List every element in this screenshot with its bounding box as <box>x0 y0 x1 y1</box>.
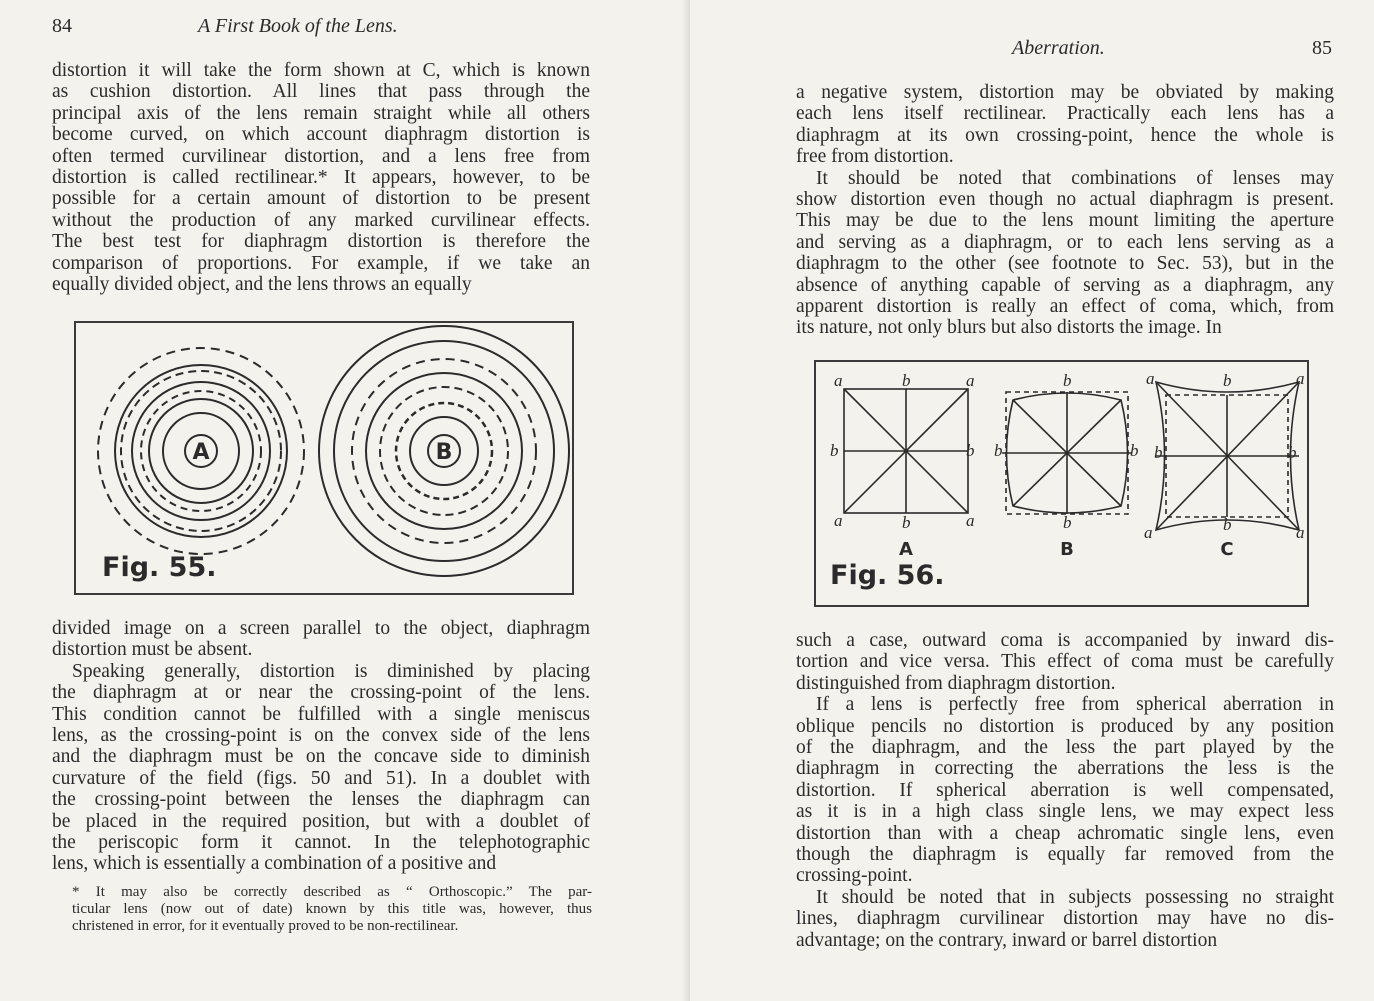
text-line: though the diaphragm is equally far removed from the <box>796 844 1334 866</box>
text-line: oblique pencils no distortion is produced by any position <box>796 715 1334 737</box>
mid-letter: b <box>902 513 911 532</box>
paragraph <box>52 618 590 875</box>
text-line: and serving as a diaphragm, or to each lens serving as a <box>796 231 1334 253</box>
mid-letter: b <box>830 441 839 460</box>
text-line: diaphragm to the other (see footnote to Sec. 53), but in the <box>796 253 1334 275</box>
text-line: The best test for diaphragm distortion is therefore the <box>52 231 590 253</box>
mid-letter: b <box>902 371 911 390</box>
text-line: apparent distortion is really an effect of coma, which, from <box>796 296 1334 318</box>
corner-letter: a <box>834 511 843 530</box>
text-line: the crossing-point between the lenses the diaphragm can <box>52 789 590 811</box>
figure-55-diagram <box>76 323 572 593</box>
text-line: possible for a certain amount of distortion to be present <box>52 188 590 210</box>
text-line: tortion and vice versa. This effect of coma must be carefully <box>796 651 1334 673</box>
mid-letter: b <box>1063 371 1072 390</box>
text-line: equally divided object, and the lens throws an equally <box>52 274 472 296</box>
text-line: comparison of proportions. For example, if we take an <box>52 252 590 274</box>
mid-letter: b <box>1288 443 1297 462</box>
corner-letter: a <box>1146 369 1155 388</box>
figure-55 <box>74 321 574 595</box>
figure-56-diagram <box>816 362 1307 605</box>
text-line: It should be noted that in subjects possessing no straight <box>816 886 1334 908</box>
figure-label: Fig. 56. <box>830 560 945 591</box>
footnote-line: * It may also be correctly described as “ Orthoscopic.” The par- <box>72 884 592 900</box>
text-line: diaphragm at its own crossing-point, hence the whole is <box>796 124 1334 146</box>
paragraph <box>52 60 590 295</box>
mid-letter: b <box>966 441 975 460</box>
text-line: diaphragm in correcting the aberrations the less is the <box>796 758 1334 780</box>
mid-letter: b <box>1223 371 1232 390</box>
text-line: distortion it will take the form shown at C, which is known <box>52 60 590 81</box>
text-line: without the production of any marked curvilinear effects. <box>52 209 590 231</box>
text-line: as cushion distortion. All lines that pass through the <box>52 81 590 103</box>
figure-label: Fig. 55. <box>102 552 217 583</box>
panel-label-b: B <box>1060 539 1074 560</box>
mid-letter: b <box>1223 515 1232 534</box>
text-line: free from distortion. <box>796 146 954 168</box>
text-line: lens, as the crossing-point is on the convex side of the lens <box>52 725 590 747</box>
text-line: This condition cannot be fulfilled with a single meniscus <box>52 703 590 725</box>
figure-56 <box>814 360 1309 607</box>
mid-letter: b <box>1154 443 1163 462</box>
text-line: principal axis of the lens remain straight while all others <box>52 102 590 124</box>
panel-label-c: C <box>1220 539 1234 560</box>
corner-letter: a <box>1296 523 1305 542</box>
text-line: the periscopic form it cannot. In the telephotographic <box>52 832 590 854</box>
panel-label-a: A <box>899 539 913 560</box>
text-line: advantage; on the contrary, inward or barrel distortion <box>796 929 1218 951</box>
mid-letter: b <box>1130 441 1139 460</box>
text-line: become curved, on which account diaphragm distortion is <box>52 124 590 146</box>
footnote <box>72 884 592 935</box>
right-page <box>690 0 1374 1001</box>
text-line: crossing-point. <box>796 865 913 887</box>
paragraph <box>796 630 1334 951</box>
text-line: a negative system, distortion may be obviated by making <box>796 82 1334 103</box>
footnote-line: christened in error, for it eventually proved to be non-rectilinear. <box>72 918 459 934</box>
text-line: This may be due to the lens mount limiting the aperture <box>796 210 1334 232</box>
text-line: the diaphragm at or near the crossing-point of the lens. <box>52 682 590 704</box>
text-line: often termed curvilinear distortion, and a lens free from <box>52 145 590 167</box>
page-number: 85 <box>1312 37 1332 59</box>
corner-letter: a <box>966 511 975 530</box>
text-line: lens, which is essentially a combination of a positive and <box>52 853 497 875</box>
text-line: lines, diaphragm curvilinear distortion may have no dis- <box>796 908 1334 930</box>
text-line: divided image on a screen parallel to the object, diaphragm <box>52 618 590 639</box>
text-line: distortion must be absent. <box>52 639 253 661</box>
text-line: distortion is called rectilinear.* It appears, however, to be <box>52 167 590 189</box>
corner-letter: a <box>1296 369 1305 388</box>
text-line: its nature, not only blurs but also distorts the image. In <box>796 317 1222 339</box>
corner-letter: a <box>1144 523 1153 542</box>
text-line: as it is in a high class single lens, we may expect less <box>796 801 1334 823</box>
mid-letter: b <box>1063 513 1072 532</box>
corner-letter: a <box>966 371 975 390</box>
corner-letter: a <box>834 371 843 390</box>
text-line: distortion. If spherical aberration is well compensated, <box>796 779 1334 801</box>
text-line: distinguished from diaphragm distortion. <box>796 672 1116 694</box>
circle-label-a: A <box>192 440 210 465</box>
text-line: absence of anything capable of serving as a diaphragm, any <box>796 274 1334 296</box>
running-title: A First Book of the Lens. <box>198 15 398 37</box>
text-line: distortion than with a cheap achromatic single lens, even <box>796 822 1334 844</box>
footnote-line: ticular lens (now out of date) known by this title was, however, thus <box>72 901 592 917</box>
text-line: be placed in the required position, but with a doublet of <box>52 810 590 832</box>
text-line: If a lens is perfectly free from spherical aberration in <box>816 694 1334 716</box>
mid-letter: b <box>994 441 1003 460</box>
text-line: It should be noted that combinations of lenses may <box>816 167 1334 189</box>
running-title: Aberration. <box>1012 37 1105 59</box>
text-line: and the diaphragm must be on the concave side to diminish <box>52 746 590 768</box>
text-line: of the diaphragm, and the less the part played by the <box>796 737 1334 759</box>
paragraph <box>796 82 1334 339</box>
text-line: show distortion even though no actual diaphragm is present. <box>796 189 1334 211</box>
text-line: each lens itself rectilinear. Practically each lens has a <box>796 103 1334 125</box>
page-number: 84 <box>52 15 72 37</box>
circle-label-b: B <box>435 440 453 465</box>
text-line: Speaking generally, distortion is diminished by placing <box>72 660 590 682</box>
text-line: such a case, outward coma is accompanied by inward dis- <box>796 630 1334 651</box>
text-line: curvature of the field (figs. 50 and 51). In a doublet with <box>52 767 590 789</box>
